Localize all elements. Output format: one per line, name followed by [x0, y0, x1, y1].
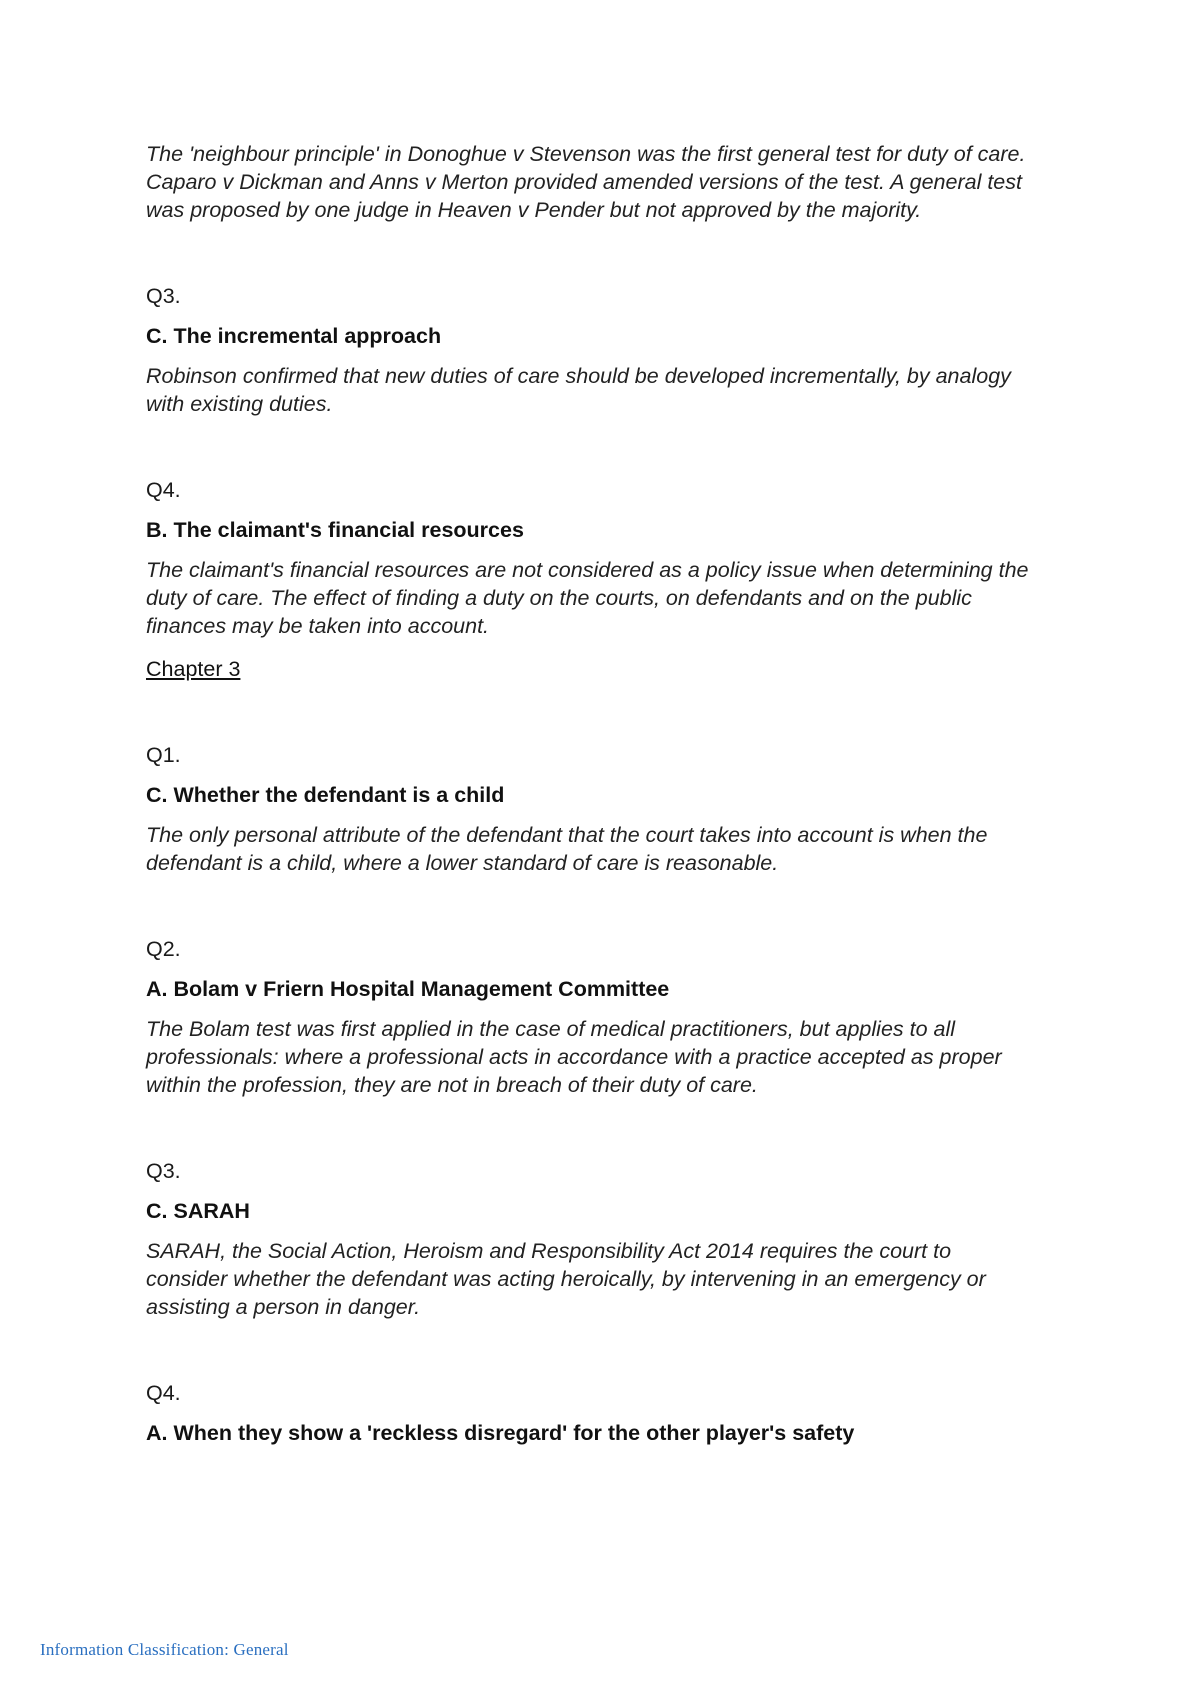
- answer-text: A. When they show a 'reckless disregard' for the other player's safety: [146, 1421, 855, 1445]
- question-number: Q1.: [146, 743, 181, 767]
- question-number: Q3.: [146, 284, 181, 308]
- intro-explanation: The 'neighbour principle' in Donoghue v Stevenson was the first general test for duty of care. Caparo v Dickman and Anns v Merton provided amended versions of the test. A general test was proposed by one judge in Heaven v Pender but not approved by the majority.: [146, 142, 1026, 222]
- answer-explanation: The claimant's financial resources are not considered as a policy issue when determining the duty of care. The effect of finding a duty on the courts, on defendants and on the public finances may be taken into account.: [146, 558, 1029, 638]
- information-classification-footer: Information Classification: General: [40, 1640, 289, 1659]
- question-number: Q2.: [146, 937, 181, 961]
- answer-explanation: The Bolam test was first applied in the case of medical practitioners, but applies to all professionals: where a professional acts in accordance with a practice accepted as proper within the profession, they are not in breach of their duty of care.: [146, 1017, 1002, 1097]
- answer-explanation: The only personal attribute of the defendant that the court takes into account is when the defendant is a child, where a lower standard of care is reasonable.: [146, 823, 988, 875]
- answer-text: A. Bolam v Friern Hospital Management Committee: [146, 977, 670, 1001]
- question-number: Q3.: [146, 1159, 181, 1183]
- chapter-heading: Chapter 3: [146, 657, 241, 681]
- answer-text: B. The claimant's financial resources: [146, 518, 524, 542]
- answer-text: C. Whether the defendant is a child: [146, 783, 505, 807]
- answer-explanation: SARAH, the Social Action, Heroism and Responsibility Act 2014 requires the court to consider whether the defendant was acting heroically, by intervening in an emergency or assisting a person in danger.: [146, 1239, 986, 1319]
- answer-text: C. The incremental approach: [146, 324, 442, 348]
- question-number: Q4.: [146, 478, 181, 502]
- question-number: Q4.: [146, 1381, 181, 1405]
- answer-explanation: Robinson confirmed that new duties of care should be developed incrementally, by analogy with existing duties.: [146, 364, 1011, 416]
- answer-text: C. SARAH: [146, 1199, 250, 1223]
- answer-content: [146, 140, 1076, 1447]
